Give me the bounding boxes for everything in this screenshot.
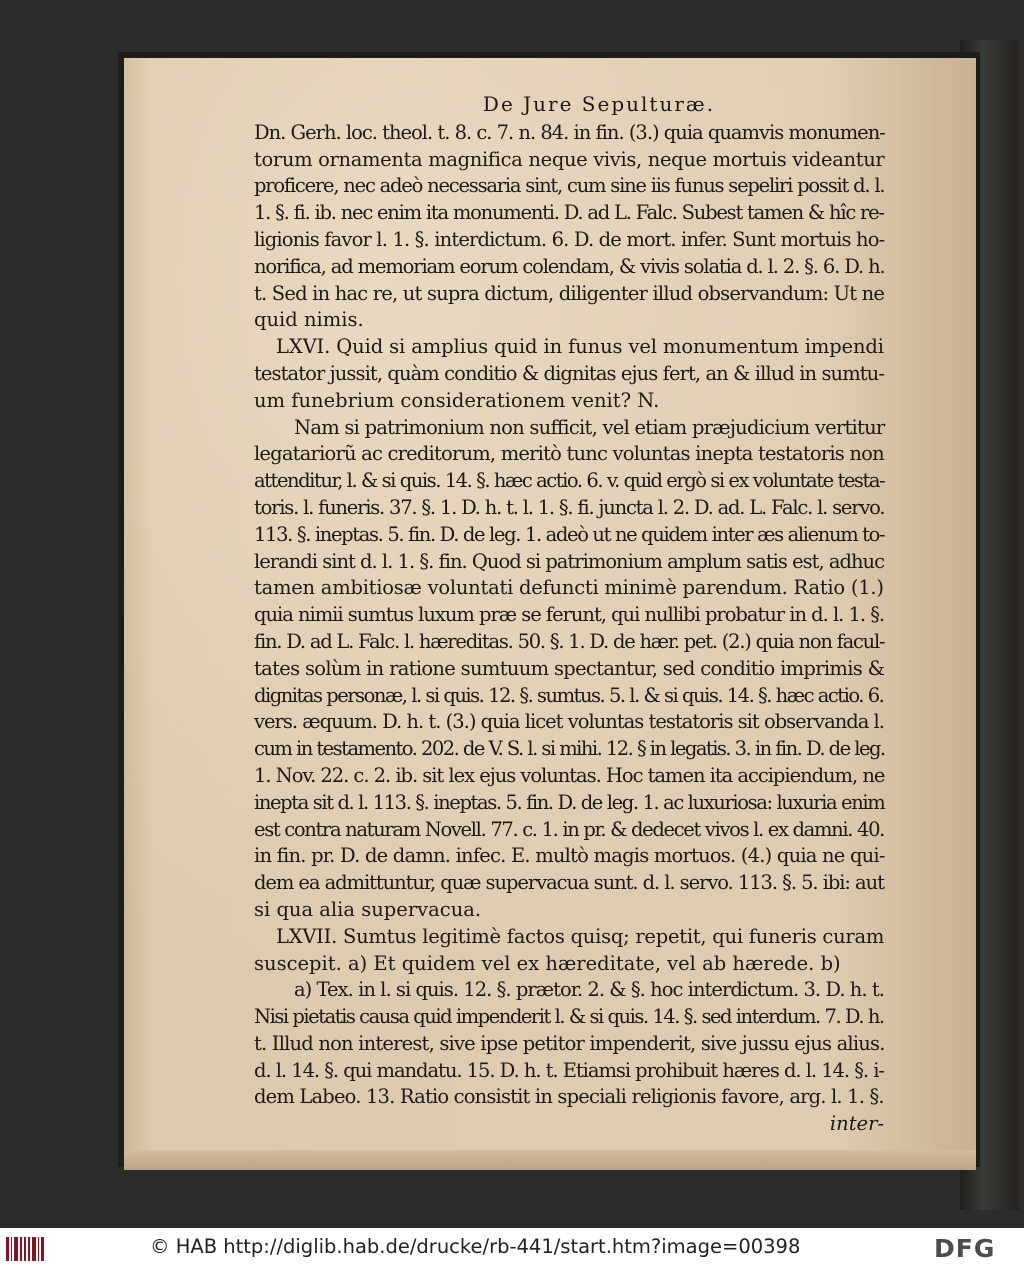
footer-bar: [0, 1228, 1024, 1268]
text-line: dignitas personæ, l. si quis. 12. §. sumtus. 5. l. & si quis. 14. §. hæc actio. 6.: [254, 683, 884, 707]
page-text: [254, 91, 884, 1138]
section-heading-lxvii: LXVII. Sumtus legitimè factos quisq; repetit, qui funeris curam: [276, 924, 885, 948]
hab-barcode-logo: [6, 1237, 44, 1261]
text-line: proficere, nec adeò necessaria sint, cum sine iis funus sepeliri possit d. l.: [254, 174, 885, 198]
text-line: Dn. Gerh. loc. theol. t. 8. c. 7. n. 84. in fin. (3.) quia quamvis monumen-: [254, 120, 885, 144]
text-line: torum ornamenta magnifica neque vivis, neque mortuis videantur: [254, 147, 885, 171]
text-line: suscepit. a) Et quidem vel ex hæreditate, vel ab hærede. b): [254, 951, 841, 975]
text-line: ligionis favor l. 1. §. interdictum. 6. D. de mort. infer. Sunt mortuis ho-: [254, 227, 885, 251]
text-line: um funebrium considerationem venit? N.: [254, 388, 660, 412]
text-line: in fin. pr. D. de damn. infec. E. multò magis mortuos. (4.) quia ne qui-: [254, 844, 885, 868]
text-line: est contra naturam Novell. 77. c. 1. in pr. & dedecet vivos l. ex damni. 40.: [254, 817, 885, 841]
text-line: quia nimii sumtus luxum præ se ferunt, qui nullibi probatur in d. l. 1. §.: [254, 603, 885, 627]
running-head: De Jure Sepulturæ.: [482, 92, 716, 116]
section-heading-lxvi: LXVI. Quid si amplius quid in funus vel monumentum impendi: [276, 335, 884, 359]
text-line: 1. Nov. 22. c. 2. ib. sit lex ejus voluntas. Hoc tamen ita accipiendum, ne: [254, 763, 885, 787]
text-line: norifica, ad memoriam eorum colendam, & vivis solatia d. l. 2. §. 6. D. h.: [254, 254, 885, 278]
footnote-line: dem Labeo. 13. Ratio consistit in speciali religionis favore, arg. l. 1. §.: [254, 1085, 884, 1109]
text-line: t. Sed in hac re, ut supra dictum, diligenter illud observandum: Ut ne: [254, 281, 885, 305]
text-line: si qua alia supervacua.: [254, 897, 482, 921]
footnote-line: d. l. 14. §. qui mandatu. 15. D. h. t. Etiamsi prohibuit hæres d. l. 14. §. i-: [254, 1058, 884, 1082]
text-line: quid nimis.: [254, 308, 364, 332]
text-line: attenditur, l. & si quis. 14. §. hæc actio. 6. v. quid ergò si ex voluntate testa-: [254, 469, 885, 493]
footnote-line: Nisi pietatis causa quid impenderit l. & si quis. 14. §. sed interdum. 7. D. h.: [254, 1005, 884, 1029]
text-line: lerandi sint d. l. 1. §. fin. Quod si patrimonium amplum satis est, adhuc: [254, 549, 885, 573]
scanned-page: [124, 58, 976, 1158]
text-line: Nam si patrimonium non sufficit, vel etiam præjudicium vertitur: [294, 415, 885, 439]
text-line: testator jussit, quàm conditio & dignitas ejus fert, an & illud in sumtu-: [254, 361, 884, 385]
text-line: tamen ambitiosæ voluntati defuncti minimè parendum. Ratio (1.): [254, 576, 884, 600]
text-line: 1. §. fi. ib. nec enim ita monumenti. D. ad L. Falc. Subest tamen & hîc re-: [254, 201, 884, 225]
text-line: inepta sit d. l. 113. §. ineptas. 5. fin. D. de leg. 1. ac luxuriosa: luxuria enim: [254, 790, 885, 814]
text-line: dem ea admittuntur, quæ supervacua sunt. d. l. servo. 113. §. 5. ibi: aut: [254, 871, 884, 895]
text-line: fin. D. ad L. Falc. l. hæreditas. 50. §. 1. D. de hær. pet. (2.) quia non facul-: [254, 629, 885, 653]
text-line: vers. æquum. D. h. t. (3.) quia licet voluntas testatoris sit observanda l.: [254, 710, 884, 734]
catchword: inter-: [829, 1112, 884, 1136]
footnote-line: a) Tex. in l. si quis. 12. §. prætor. 2. & §. hoc interdictum. 3. D. h. t.: [294, 978, 884, 1002]
copyright-url[interactable]: © HAB http://diglib.hab.de/drucke/rb-441/start.htm?image=00398: [150, 1235, 801, 1258]
text-line: cum in testamento. 202. de V. S. l. si mihi. 12. § in legatis. 3. in fin. D. de leg.: [254, 737, 885, 761]
page-bottom-edge: [124, 1150, 976, 1170]
text-line: legatariorũ ac creditorum, meritò tunc voluntas inepta testatoris non: [254, 442, 884, 466]
text-line: tates solùm in ratione sumtuum spectantur, sed conditio imprimis &: [254, 656, 885, 680]
text-line: toris. l. funeris. 37. §. 1. D. h. t. l. 1. §. fi. juncta l. 2. D. ad. L. Falc. l. servo.: [254, 495, 885, 519]
dfg-logo: DFG: [934, 1234, 996, 1263]
footnote-line: t. Illud non interest, sive ipse petitor impenderit, sive jussu ejus alius.: [254, 1031, 885, 1055]
text-line: 113. §. ineptas. 5. fin. D. de leg. 1. adeò ut ne quidem inter æs alienum to-: [254, 522, 885, 546]
